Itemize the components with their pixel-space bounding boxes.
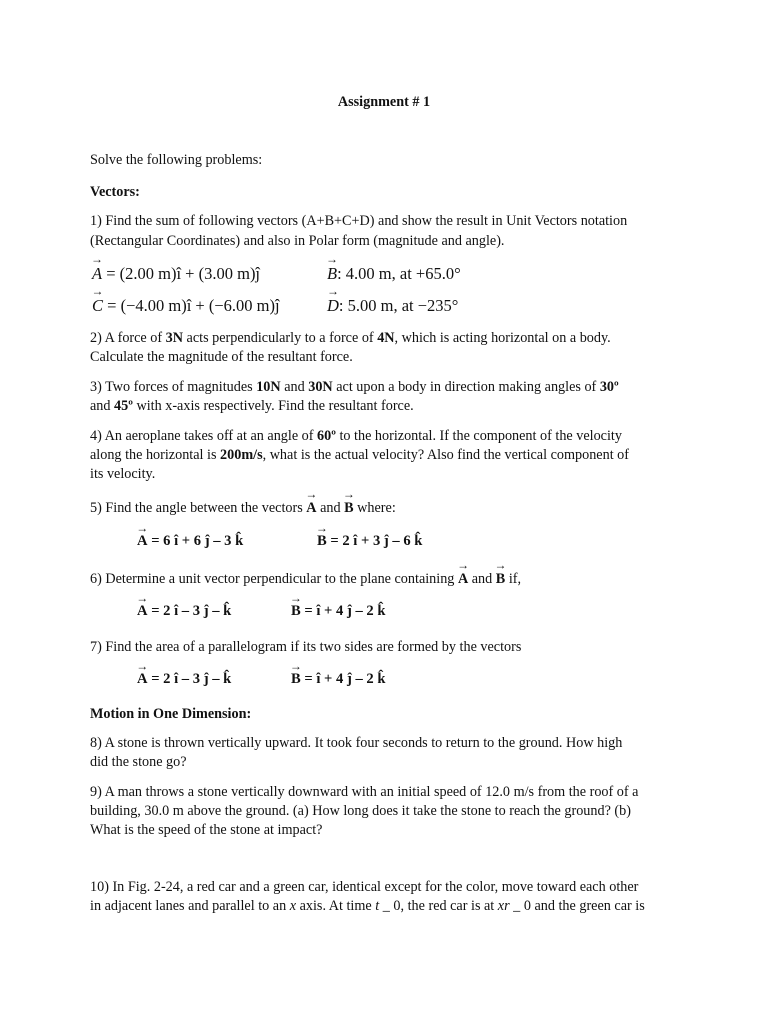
vector-a-symbol: → A [137,671,148,688]
q2-part: 2) A force of [90,330,166,346]
q2-force-value: 4N [377,330,395,346]
q3-text-line1 [90,378,619,398]
q4-text-line3: its velocity. [90,466,156,482]
vector-b-symbol: → B [291,603,301,620]
q9-text-line1: 9) A man throws a stone vertically downward with an initial speed of 12.0 m/s from the roof of a [90,784,639,800]
vector-b-definition [327,264,461,284]
equation-value: = î + 4 ĵ – 2 k̂ [300,671,386,687]
q5-text-line1 [90,499,396,519]
vector-a-symbol: → A [92,264,102,284]
q10-text-line2 [90,897,645,917]
q4-part: , what is the actual velocity? Also find the vertical component of [262,447,629,463]
q6-part: 6) Determine a unit vector perpendicular to the plane containing [90,571,458,587]
equation-value: = 6 î + 6 ĵ – 3 k̂ [147,533,244,549]
q9-text-line2: building, 30.0 m above the ground. (a) How long does it take the stone to reach the ground? (b) [90,803,631,819]
intro-text: Solve the following problems: [90,152,263,168]
q6-text-line1 [90,570,521,590]
q3-part: and [280,379,309,395]
q3-text-line2 [90,397,414,417]
q10-part: axis. At time [296,898,376,914]
q3-force-value: 10N [256,379,281,395]
equation-value: = 2 î + 3 ĵ – 6 k̂ [326,533,423,549]
q10-part: _ 0 and the green car is [509,898,645,914]
q4-part: 4) An aeroplane takes off at an angle of [90,428,318,444]
q9-text-line3: What is the speed of the stone at impact? [90,822,323,838]
equation-value: = î + 4 ĵ – 2 k̂ [300,603,386,619]
q3-part: act upon a body in direction making angles of [332,379,600,395]
vector-c-definition [92,296,280,316]
q6-part: if, [505,571,522,587]
q5-part: where: [353,500,396,516]
vector-d-value: : 5.00 m, at −235° [338,296,459,315]
q8-text-line2: did the stone go? [90,754,187,770]
q10-part: in adjacent lanes and parallel to an [90,898,290,914]
vector-c-value: = (−4.00 m)î + (−6.00 m)ĵ [103,296,280,315]
vector-c-symbol: → C [92,296,103,316]
section-heading-vectors: Vectors: [90,184,140,200]
q10-variable: x [289,898,297,914]
vector-b-symbol: → B [344,499,353,519]
q2-text-line1 [90,329,611,349]
vector-d-symbol: → D [327,296,339,316]
vector-a-symbol: → A [306,499,316,519]
q2-part: acts perpendicularly to a force of [182,330,378,346]
q4-text-line2 [90,446,629,466]
q1-text-line1: 1) Find the sum of following vectors (A+B+C+D) and show the result in Unit Vectors notation [90,213,628,229]
q3-part: with x-axis respectively. Find the resultant force. [132,398,414,414]
vector-b-symbol: → B [317,533,327,550]
q4-part: to the horizontal. If the component of the velocity [335,428,622,444]
vector-a-symbol: → A [458,570,468,590]
q5-equation-a [137,533,243,550]
vector-b-symbol: → B [327,264,337,284]
vector-a-symbol: → A [137,533,148,550]
q1-text-line2: (Rectangular Coordinates) and also in Polar form (magnitude and angle). [90,233,505,249]
q3-force-value: 30N [308,379,333,395]
q5-equation-b [317,533,422,550]
q3-part: and [90,398,115,414]
section-heading-motion: Motion in One Dimension: [90,706,252,722]
vector-d-definition [327,296,458,316]
vector-b-symbol: → B [496,570,505,590]
page-title: Assignment # 1 [337,94,431,110]
vector-a-value: = (2.00 m)î + (3.00 m)ĵ [102,264,261,283]
q3-angle-value: 45º [114,398,133,414]
vector-b-symbol: → B [291,671,301,688]
equation-value: = 2 î – 3 ĵ – k̂ [147,603,232,619]
q8-text-line1: 8) A stone is thrown vertically upward. It took four seconds to return to the ground. How high [90,735,623,751]
q2-text-line2: Calculate the magnitude of the resultant force. [90,349,353,365]
q3-part: 3) Two forces of magnitudes [90,379,257,395]
q10-variable: xr [497,898,510,914]
equation-value: = 2 î – 3 ĵ – k̂ [147,671,232,687]
vector-b-value: : 4.00 m, at +65.0° [337,264,461,283]
q6-part: and [468,571,496,587]
vector-a-symbol: → A [137,603,148,620]
q7-equation-b [291,671,385,688]
q2-part: , which is acting horizontal on a body. [394,330,611,346]
q10-part: _ 0, the red car is at [379,898,498,914]
q4-angle-value: 60º [317,428,336,444]
q5-part: 5) Find the angle between the vectors [90,500,307,516]
q6-equation-a [137,603,231,620]
q4-speed-value: 200m/s [220,447,263,463]
q3-angle-value: 30º [599,379,619,395]
q4-part: along the horizontal is [90,447,221,463]
q10-text-line1: 10) In Fig. 2-24, a red car and a green car, identical except for the color, move toward each other [90,879,639,895]
q6-equation-b [291,603,385,620]
q7-text-line1: 7) Find the area of a parallelogram if its two sides are formed by the vectors [90,639,522,655]
q2-force-value: 3N [165,330,183,346]
vector-a-definition [92,264,260,284]
q5-part: and [316,500,345,516]
q7-equation-a [137,671,231,688]
q4-text-line1 [90,427,622,447]
q10-variable: t [375,898,380,914]
